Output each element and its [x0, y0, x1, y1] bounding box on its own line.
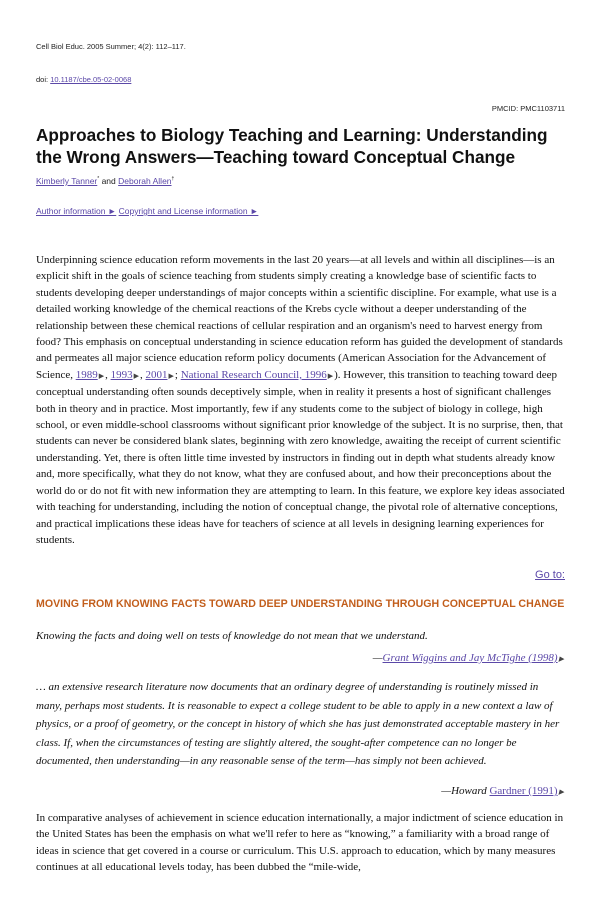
author-link-allen[interactable]: Deborah Allen	[118, 176, 172, 186]
reference-link[interactable]: 1993	[110, 368, 133, 381]
reference-triangle-icon[interactable]: ▶	[98, 371, 105, 380]
reference-link[interactable]: National Research Council, 1996	[180, 368, 327, 381]
epigraph-quote: … an extensive research literature now documents that an ordinary degree of understanding is routinely missed in many, perhaps most students. It is reasonable to expect a college student to be able to apply in a new context a law of physics, or a proof of geometry, or the concept in history of which she has just demonstrated acceptable mastery in her class. If, when the circumstances of testing are slightly altered, the sought-after competence can no longer be documented, then understanding—in any reasonable sense of the term—has simply not been achieved.	[36, 681, 560, 767]
attribution-author: —Howard	[441, 785, 490, 797]
section-heading: MOVING FROM KNOWING FACTS TOWARD DEEP UNDERSTANDING THROUGH CONCEPTUAL CHANGE	[36, 598, 565, 610]
author-joiner: and	[99, 176, 119, 186]
author-link-tanner[interactable]: Kimberly Tanner	[36, 176, 98, 186]
author-affiliation-mark: *	[97, 176, 100, 183]
reference-link[interactable]: Grant Wiggins and Jay McTighe (1998)	[382, 652, 558, 664]
paragraph-text: ). However, this transition to teaching toward deep conceptual understanding often sounds deceptively simple, when in reality it presents a host of significant challenges both in theory and in practice. Most importantly, few if any students come to the subject of biology in college, high school, or even middle-school classrooms without significant prior knowledge of the subject. It is no surprise, then, that students can never be considered blank slates, beginning with zero knowledge, awaiting the receipt of current scientific understanding. Yet, there is often little time invested by instructors in finding out in depth what students already know and, more specifically, what they do not know, what they are confused about, and how their preconceptions about the world do or do not fit with new information they are attempting to learn. In this feature, we explore key ideas associated with teaching for understanding, including the notion of conceptual change, the pivotal role of alternative conceptions, and practical implications these ideas have for teachers of science at all levels in designing learning experiences for students.	[36, 368, 565, 546]
epigraph-attribution	[373, 652, 565, 664]
author-affiliation-mark: †	[171, 176, 175, 183]
reference-link[interactable]: 1989	[75, 368, 98, 381]
reference-link[interactable]: Gardner (1991)	[489, 785, 558, 797]
reference-triangle-icon[interactable]: ▶	[133, 371, 139, 380]
reference-link[interactable]: 2001	[145, 368, 168, 381]
pmcid: PMCID: PMC1103711	[491, 104, 565, 113]
goto-link[interactable]: Go to:	[535, 569, 565, 581]
doi-link[interactable]: 10.1187/cbe.05-02-0068	[50, 75, 132, 84]
author-information-link[interactable]: Author information ►	[36, 206, 117, 216]
paragraph-text: Underpinning science education reform movements in the last 20 years—at all levels and within all disciplines—is an explicit shift in the goals of science teaching from students simply creating a knowledge base of scientific facts to students developing deeper understandings of major concepts within a scientific discipline. For example, what use is a detailed working knowledge of the chemical reactions of the Krebs cycle without a deeper understanding of the relationship between these chemical reactions of cellular respiration and an organism's need to harvest energy from food? This emphasis on conceptual understanding in science education reform has guided the development of standards and permeates all major science education reform policy documents (American Association for the Advancement of Science,	[36, 254, 563, 381]
journal-citation: Cell Biol Educ. 2005 Summer; 4(2): 112–117.	[36, 42, 186, 51]
article-info-links	[36, 206, 258, 216]
reference-separator: ;	[174, 368, 181, 381]
epigraph-attribution	[441, 785, 565, 797]
reference-triangle-icon[interactable]: ▶	[558, 655, 564, 663]
epigraph-quote: Knowing the facts and doing well on tests of knowledge do not mean that we understand.	[36, 630, 428, 642]
reference-separator: ,	[139, 368, 146, 381]
author-list	[36, 176, 174, 186]
reference-separator: ,	[105, 368, 111, 381]
article-title: Approaches to Biology Teaching and Learning: Understanding the Wrong Answers—Teaching toward Conceptual Change	[36, 125, 548, 167]
reference-triangle-icon[interactable]: ▶	[558, 788, 564, 796]
copyright-license-link[interactable]: Copyright and License information ►	[118, 206, 259, 216]
attribution-dash: —	[372, 652, 383, 664]
body-paragraph: In comparative analyses of achievement in science education internationally, a major indictment of science education in the United States has been the emphasis on what we'll refer to here as “knowing,” a familiarity with a broad range of ideas in science that get covered in a course or curriculum. This U.S. approach to education, which by many measures continues at all educational levels today, has been dubbed the “mile-wide,	[36, 812, 564, 874]
doi-line	[36, 75, 131, 84]
reference-triangle-icon[interactable]: ▶	[327, 371, 334, 380]
doi-label: doi:	[36, 75, 49, 84]
reference-triangle-icon[interactable]: ▶	[168, 371, 174, 380]
goto-nav	[535, 569, 565, 581]
intro-paragraph	[36, 252, 565, 548]
